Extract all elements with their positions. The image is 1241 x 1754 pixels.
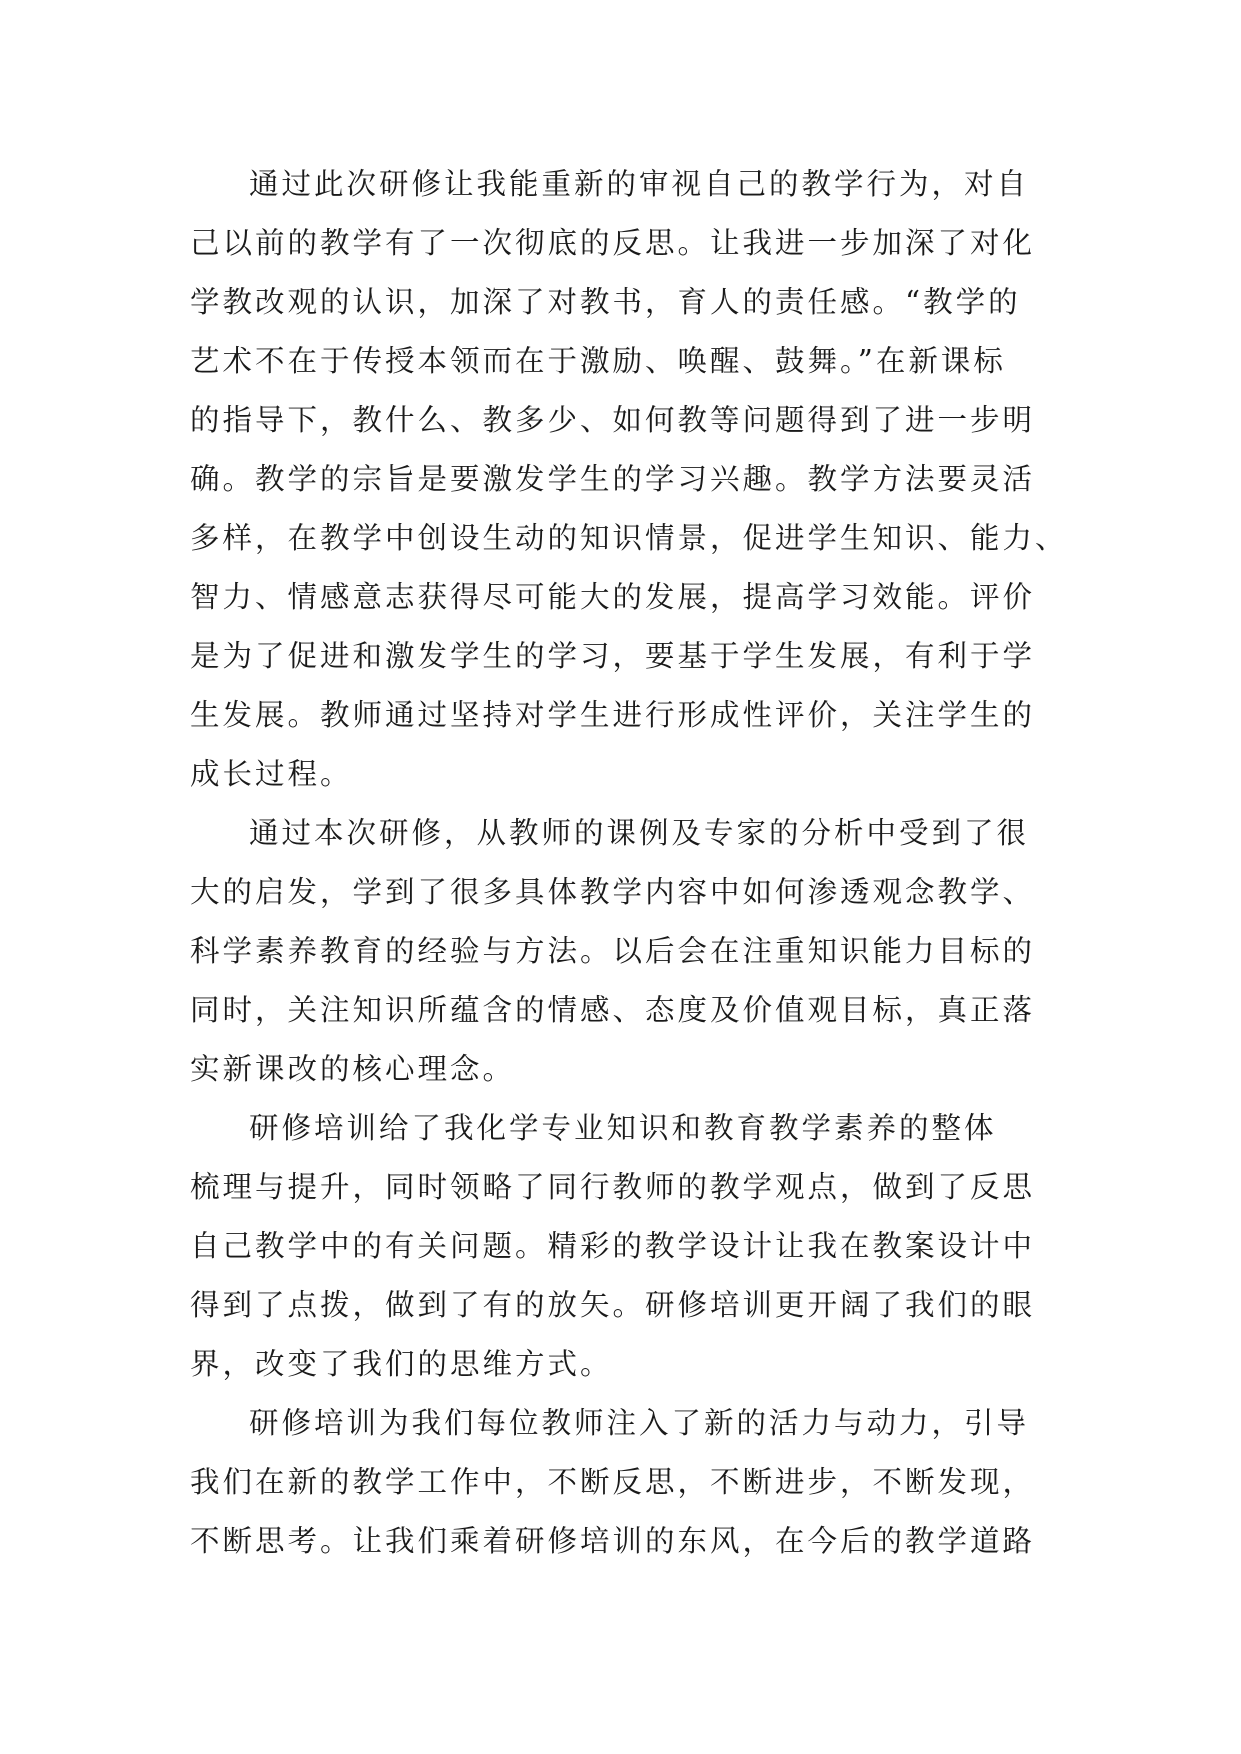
text-line: 科学素养教育的经验与方法。以后会在注重知识能力目标的	[190, 934, 1036, 968]
text-line: 研修培训为我们每位教师注入了新的活力与动力，引导	[249, 1406, 1030, 1440]
paragraph-2	[190, 804, 1050, 1099]
document-body	[190, 155, 1068, 1571]
paragraph-1	[190, 155, 1068, 804]
text-line: 我们在新的教学工作中，不断反思，不断进步，不断发现，	[190, 1465, 1036, 1499]
text-line: 生发展。教师通过坚持对学生进行形成性评价，关注学生的	[190, 698, 1036, 732]
text-line: 的指导下，教什么、教多少、如何教等问题得到了进一步明	[190, 403, 1036, 437]
text-line: 艺术不在于传授本领而在于激励、唤醒、鼓舞。”在新课标	[190, 344, 1006, 378]
text-line: 梳理与提升，同时领略了同行教师的教学观点，做到了反思	[190, 1170, 1036, 1204]
text-line: 多样，在教学中创设生动的知识情景，促进学生知识、能力、	[190, 521, 1068, 555]
text-line: 成长过程。	[190, 757, 353, 791]
paragraph-4	[190, 1394, 1050, 1571]
text-line: 实新课改的核心理念。	[190, 1052, 516, 1086]
text-line: 通过本次研修，从教师的课例及专家的分析中受到了很	[249, 816, 1030, 850]
text-line: 确。教学的宗旨是要激发学生的学习兴趣。教学方法要灵活	[190, 462, 1036, 496]
text-line: 同时，关注知识所蕴含的情感、态度及价值观目标，真正落	[190, 993, 1036, 1027]
text-line: 不断思考。让我们乘着研修培训的东风，在今后的教学道路	[190, 1524, 1036, 1558]
text-line: 得到了点拨，做到了有的放矢。研修培训更开阔了我们的眼	[190, 1288, 1036, 1322]
text-line: 研修培训给了我化学专业知识和教育教学素养的整体	[249, 1111, 997, 1145]
text-line: 智力、情感意志获得尽可能大的发展，提高学习效能。评价	[190, 580, 1036, 614]
text-line: 通过此次研修让我能重新的审视自己的教学行为，对自	[249, 167, 1030, 201]
text-line: 大的启发，学到了很多具体教学内容中如何渗透观念教学、	[190, 875, 1036, 909]
text-line: 己以前的教学有了一次彻底的反思。让我进一步加深了对化	[190, 226, 1036, 260]
text-line: 是为了促进和激发学生的学习，要基于学生发展，有利于学	[190, 639, 1036, 673]
text-line: 界，改变了我们的思维方式。	[190, 1347, 613, 1381]
text-line: 自己教学中的有关问题。精彩的教学设计让我在教案设计中	[190, 1229, 1036, 1263]
text-line: 学教改观的认识，加深了对教书，育人的责任感。“教学的	[190, 285, 1021, 319]
paragraph-3	[190, 1099, 1050, 1394]
